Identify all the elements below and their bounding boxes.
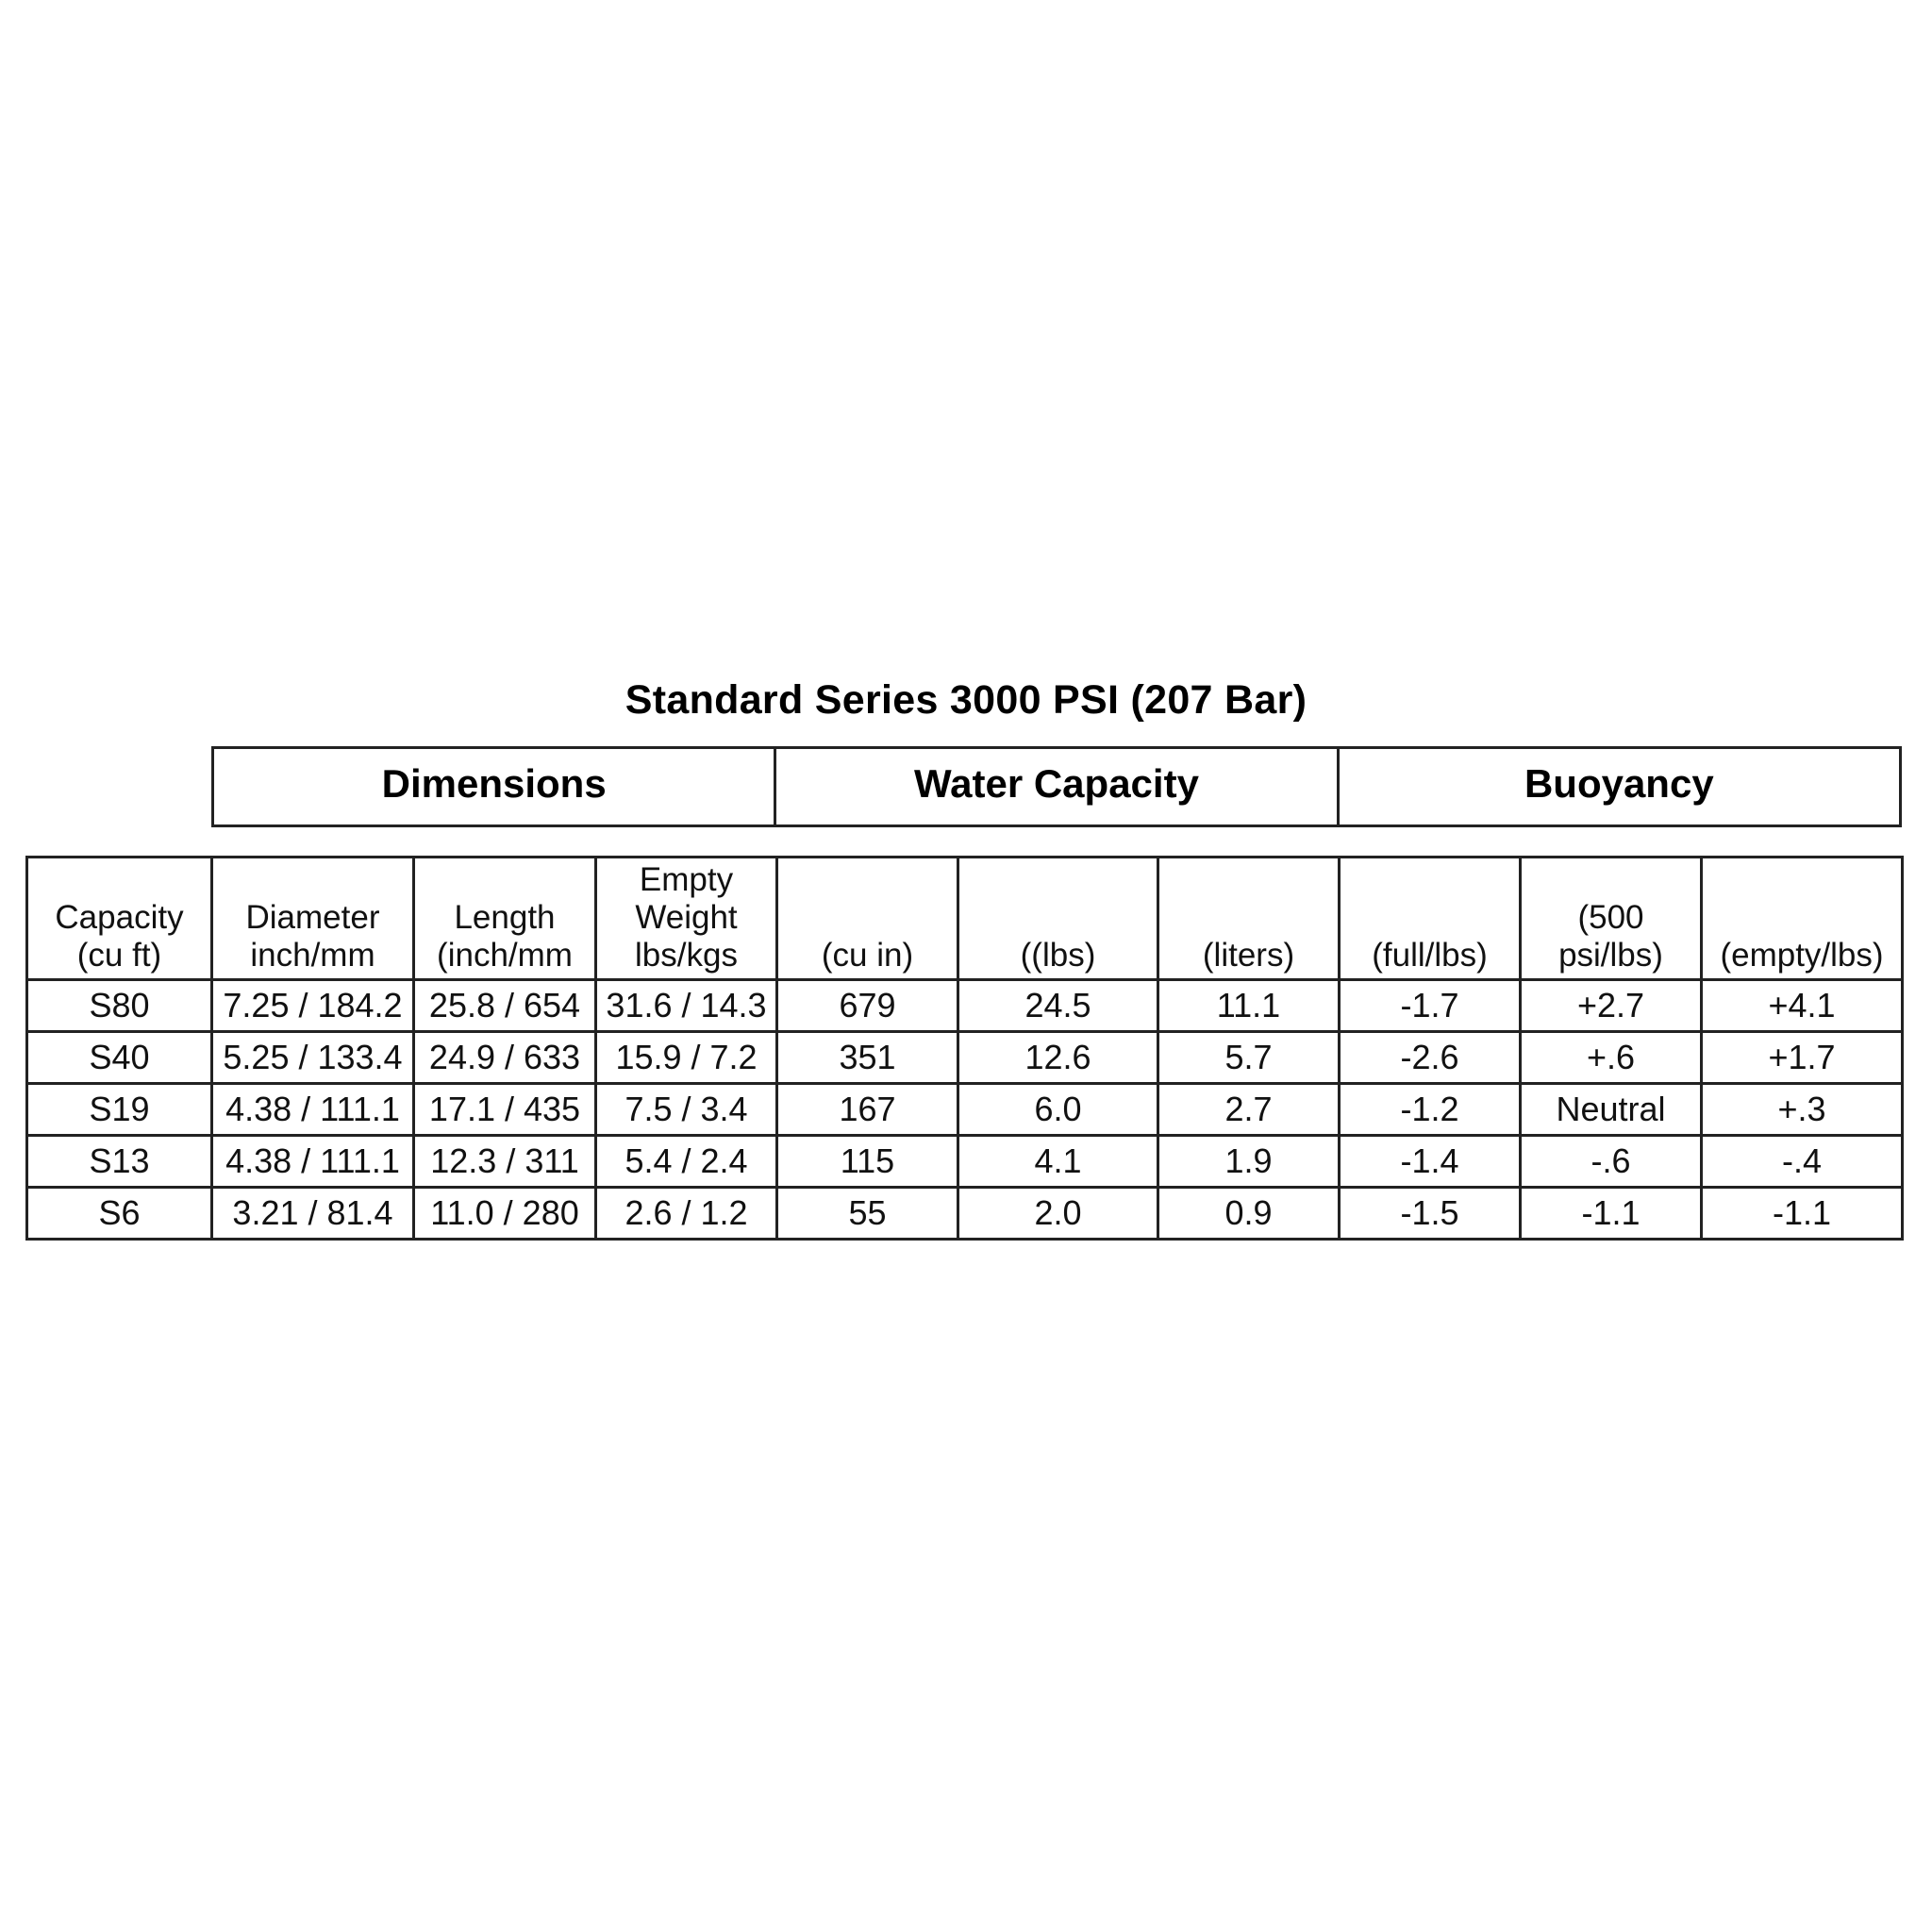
header-empty-weight: Empty Weight lbs/kgs — [596, 858, 777, 980]
table-cell: 12.6 — [958, 1032, 1158, 1084]
table-cell: -.6 — [1521, 1136, 1702, 1188]
table-cell: S13 — [27, 1136, 212, 1188]
group-buoyancy: Buoyancy — [1524, 761, 1714, 806]
table-cell: 351 — [777, 1032, 958, 1084]
table-row — [27, 980, 1903, 1032]
table-cell: 12.3 / 311 — [414, 1136, 596, 1188]
table-cell: 25.8 / 654 — [414, 980, 596, 1032]
table-cell: +4.1 — [1702, 980, 1903, 1032]
table-cell: 2.6 / 1.2 — [596, 1188, 777, 1240]
table-cell: -.4 — [1702, 1136, 1903, 1188]
table-cell: 24.9 / 633 — [414, 1032, 596, 1084]
table-cell: 4.38 / 111.1 — [212, 1136, 414, 1188]
header-buoyancy-empty: (empty/lbs) — [1702, 858, 1903, 980]
header-water-cu-in: (cu in) — [777, 858, 958, 980]
header-buoyancy-500psi: (500 psi/lbs) — [1521, 858, 1702, 980]
header-capacity: Capacity (cu ft) — [27, 858, 212, 980]
table-cell: -1.4 — [1340, 1136, 1521, 1188]
table-cell: 17.1 / 435 — [414, 1084, 596, 1136]
table-cell: S40 — [27, 1032, 212, 1084]
table-cell: -2.6 — [1340, 1032, 1521, 1084]
table-cell: Neutral — [1521, 1084, 1702, 1136]
table-cell: 15.9 / 7.2 — [596, 1032, 777, 1084]
table-cell: 0.9 — [1158, 1188, 1340, 1240]
table-cell: 115 — [777, 1136, 958, 1188]
header-diameter: Diameter inch/mm — [212, 858, 414, 980]
table-title: Standard Series 3000 PSI (207 Bar) — [625, 677, 1307, 723]
table-cell: +2.7 — [1521, 980, 1702, 1032]
table-cell: 7.5 / 3.4 — [596, 1084, 777, 1136]
header-water-liters: (liters) — [1158, 858, 1340, 980]
table-cell: -1.7 — [1340, 980, 1521, 1032]
table-row — [27, 1188, 1903, 1240]
table-cell: 2.0 — [958, 1188, 1158, 1240]
table-cell: 4.1 — [958, 1136, 1158, 1188]
table-cell: +.6 — [1521, 1032, 1702, 1084]
table-cell: 5.7 — [1158, 1032, 1340, 1084]
table-cell: 55 — [777, 1188, 958, 1240]
table-cell: 6.0 — [958, 1084, 1158, 1136]
table-cell: 5.25 / 133.4 — [212, 1032, 414, 1084]
table-cell: -1.5 — [1340, 1188, 1521, 1240]
header-water-lbs: ((lbs) — [958, 858, 1158, 980]
table-cell: 3.21 / 81.4 — [212, 1188, 414, 1240]
header-row — [27, 858, 1903, 980]
table-cell: -1.1 — [1702, 1188, 1903, 1240]
table-cell: 24.5 — [958, 980, 1158, 1032]
group-water-capacity: Water Capacity — [776, 749, 1339, 824]
header-length: Length (inch/mm — [414, 858, 596, 980]
table-cell: S19 — [27, 1084, 212, 1136]
table-cell: 679 — [777, 980, 958, 1032]
table-cell: 167 — [777, 1084, 958, 1136]
table-cell: 11.1 — [1158, 980, 1340, 1032]
table-cell: +1.7 — [1702, 1032, 1903, 1084]
table-cell: 5.4 / 2.4 — [596, 1136, 777, 1188]
table-cell: 4.38 / 111.1 — [212, 1084, 414, 1136]
table-cell: 31.6 / 14.3 — [596, 980, 777, 1032]
table-cell: S80 — [27, 980, 212, 1032]
table-cell: 11.0 / 280 — [414, 1188, 596, 1240]
table-cell: S6 — [27, 1188, 212, 1240]
table-cell: 2.7 — [1158, 1084, 1340, 1136]
table-row — [27, 1136, 1903, 1188]
column-group-header — [211, 746, 1902, 827]
table-cell: -1.2 — [1340, 1084, 1521, 1136]
table-row — [27, 1032, 1903, 1084]
header-buoyancy-full: (full/lbs) — [1340, 858, 1521, 980]
table-cell: 7.25 / 184.2 — [212, 980, 414, 1032]
group-dimensions: Dimensions — [214, 749, 776, 824]
table-cell: 1.9 — [1158, 1136, 1340, 1188]
specifications-table — [25, 856, 1904, 1241]
table-cell: -1.1 — [1521, 1188, 1702, 1240]
table-cell: +.3 — [1702, 1084, 1903, 1136]
table-row — [27, 1084, 1903, 1136]
